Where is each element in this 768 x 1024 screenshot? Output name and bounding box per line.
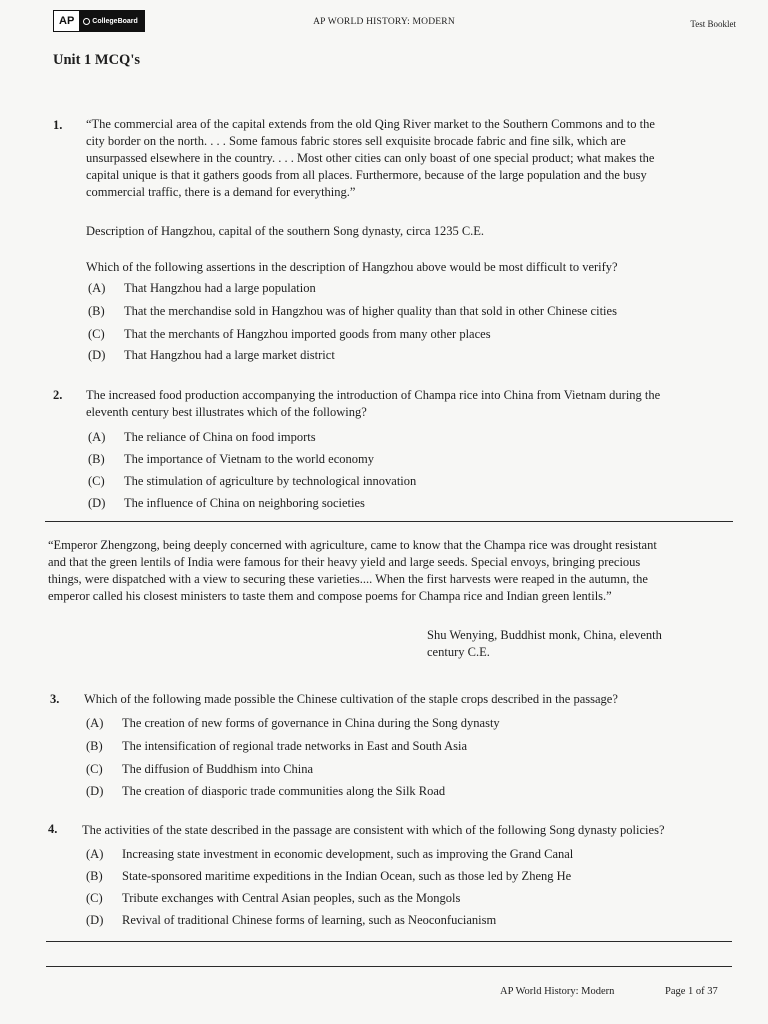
option-text: That Hangzhou had a large population <box>124 281 316 295</box>
question-1-source: Description of Hangzhou, capital of the southern Song dynasty, circa 1235 C.E. <box>86 224 485 238</box>
option-letter: (A) <box>86 716 104 730</box>
option-text: The creation of new forms of governance in China during the Song dynasty <box>122 716 500 730</box>
collegeboard-logo-text: CollegeBoard <box>92 17 138 25</box>
end-divider-top <box>46 941 732 942</box>
passage-line: and that the green lentils of India were famous for their heavy yield and large seeds. Special envoys, bringing precious <box>48 555 641 569</box>
option-letter: (D) <box>88 496 106 510</box>
option-text: State-sponsored maritime expeditions in the Indian Ocean, such as those led by Zheng He <box>122 869 572 883</box>
end-divider-bottom <box>46 966 732 967</box>
question-2-number: 2. <box>53 388 63 402</box>
option-text: The creation of diasporic trade communities along the Silk Road <box>122 784 446 798</box>
attribution-line: Shu Wenying, Buddhist monk, China, eleventh <box>427 628 662 642</box>
option-text: That the merchants of Hangzhou imported goods from many other places <box>124 327 491 341</box>
question-2-option-a[interactable] <box>88 430 316 445</box>
question-4-option-d[interactable] <box>86 913 496 928</box>
option-letter: (C) <box>86 891 103 905</box>
option-text: The reliance of China on food imports <box>124 430 316 444</box>
question-1-option-d[interactable] <box>88 348 335 363</box>
quote-line: commercial traffic, there is a demand for everything.” <box>86 185 356 199</box>
question-1-stem: Which of the following assertions in the description of Hangzhou above would be most difficult to verify? <box>86 260 618 274</box>
quote-line: city border on the north. . . . Some famous fabric stores sell exquisite brocade fabric and fine silk, which are <box>86 134 626 148</box>
quote-line: “The commercial area of the capital extends from the old Qing River market to the Southern Commons and to the <box>86 117 655 131</box>
question-3-stem: Which of the following made possible the Chinese cultivation of the staple crops described in the passage? <box>84 692 618 706</box>
option-letter: (D) <box>86 913 104 927</box>
option-text: The stimulation of agriculture by technological innovation <box>124 474 417 488</box>
section-divider <box>45 521 733 522</box>
option-text: That Hangzhou had a large market district <box>124 348 335 362</box>
question-2-option-d[interactable] <box>88 496 365 511</box>
option-letter: (D) <box>86 784 104 798</box>
quote-line: unsurpassed elsewhere in the country. . . . Most other cities can only boast of one special product; what makes the <box>86 151 655 165</box>
option-letter: (B) <box>86 739 103 753</box>
question-3-option-b[interactable] <box>86 739 467 754</box>
question-3-option-c[interactable] <box>86 762 313 777</box>
header-test-booklet: Test Booklet <box>690 19 736 29</box>
passage-line: “Emperor Zhengzong, being deeply concerned with agriculture, came to know that the Champa rice was drought resistant <box>48 538 657 552</box>
passage-line: emperor called his closest ministers to taste them and compose poems for Champa rice and Indian green lentils.” <box>48 589 612 603</box>
question-4-option-b[interactable] <box>86 869 571 884</box>
question-1-quote <box>86 116 746 201</box>
passage-text <box>48 537 748 605</box>
ap-logo-text: AP <box>54 11 79 31</box>
option-letter: (A) <box>86 847 104 861</box>
header-exam-title: AP WORLD HISTORY: MODERN <box>313 17 455 27</box>
stem-line: The increased food production accompanying the introduction of Champa rice into China from Vietnam during the <box>86 388 661 402</box>
passage-line: things, were dispatched with a view to securing these varieties.... When the first harvests were reaped in the autumn, the <box>48 572 648 586</box>
option-letter: (D) <box>88 348 106 362</box>
question-2-stem <box>86 387 751 421</box>
question-3-number: 3. <box>50 692 60 706</box>
footer-course: AP World History: Modern <box>500 986 615 997</box>
question-1-option-b[interactable] <box>88 304 617 319</box>
option-text: The importance of Vietnam to the world economy <box>124 452 374 466</box>
quote-line: capital unique is that it gathers goods from all places. Furthermore, because of the large population and the busy <box>86 168 647 182</box>
question-4-option-a[interactable] <box>86 847 573 862</box>
question-4-number: 4. <box>48 822 58 836</box>
stem-line: eleventh century best illustrates which of the following? <box>86 405 367 419</box>
option-letter: (A) <box>88 430 106 444</box>
option-letter: (B) <box>88 452 105 466</box>
option-text: Tribute exchanges with Central Asian peoples, such as the Mongols <box>122 891 461 905</box>
option-text: Revival of traditional Chinese forms of learning, such as Neoconfucianism <box>122 913 497 927</box>
option-text: Increasing state investment in economic development, such as improving the Grand Canal <box>122 847 574 861</box>
option-letter: (C) <box>86 762 103 776</box>
option-letter: (B) <box>88 304 105 318</box>
option-letter: (C) <box>88 327 105 341</box>
question-1-option-a[interactable] <box>88 281 316 296</box>
option-letter: (C) <box>88 474 105 488</box>
question-3-option-a[interactable] <box>86 716 500 731</box>
question-2-option-b[interactable] <box>88 452 374 467</box>
footer-page-number: Page 1 of 37 <box>665 986 718 997</box>
option-text: That the merchandise sold in Hangzhou was of higher quality than that sold in other Chinese cities <box>124 304 617 318</box>
unit-title: Unit 1 MCQ's <box>53 52 140 68</box>
option-text: The intensification of regional trade networks in East and South Asia <box>122 739 468 753</box>
question-3-option-d[interactable] <box>86 784 445 799</box>
question-1-option-c[interactable] <box>88 327 491 342</box>
option-letter: (B) <box>86 869 103 883</box>
passage-attribution <box>427 627 662 661</box>
question-1-number: 1. <box>53 118 63 132</box>
question-4-stem: The activities of the state described in the passage are consistent with which of the following Song dynasty policies? <box>82 823 665 837</box>
option-letter: (A) <box>88 281 106 295</box>
question-4-option-c[interactable] <box>86 891 460 906</box>
attribution-line: century C.E. <box>427 645 490 659</box>
option-text: The influence of China on neighboring societies <box>124 496 365 510</box>
option-text: The diffusion of Buddhism into China <box>122 762 314 776</box>
question-2-option-c[interactable] <box>88 474 416 489</box>
